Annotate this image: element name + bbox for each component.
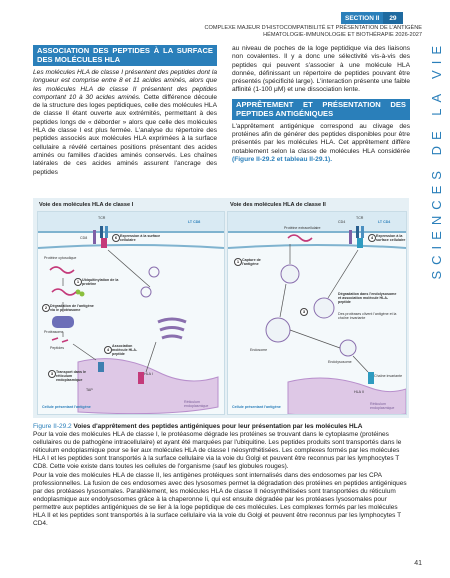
endolysosome-label: Endolysosome (328, 360, 352, 364)
re-label-1: Réticulum endoplasmique (184, 400, 209, 409)
class2-panel (227, 211, 407, 415)
step-3b-label: Des protéases clivent l'antigène et la chaîne invariante (338, 312, 397, 321)
step-3-label-2: Dégradation dans l'endolysosome et association molécule HLA-peptide (338, 292, 397, 305)
protein-cyto-label: Protéine cytosolique (44, 256, 77, 260)
step-4-badge-2: 4 (368, 234, 376, 242)
tcr-shape (100, 226, 103, 238)
caption-paragraph-2: Pour la voie des molécules HLA de classe II, les antigènes protéiques sont internalisés dans des endosomes par les CPA professionnelles. La fusion de ces endosomes avec des lysosomes permet la dégradation des protéines en peptides antigéniques par des protéases lysosomales. Parallèlement, les molécules HLA de classe II néosynthétisées sont transportées du réticulum endoplasmique aux endolysosomes grâce à la chaperonne Ii, qui est ensuite dégradée par les protéases lysosomales pour permettre aux peptides antigéniques de se lier à la loge peptidique de ces molécules. Les complexes formés par les molécules HLA II et les peptides sont transportés à la surface cellulaire via la voie du Golgi et peuvent être reconnus par les lymphocytes T CD4. (33, 471, 407, 528)
header-page-number: 29 (383, 12, 402, 24)
apc-label-2: Cellule présentant l'antigène (232, 405, 281, 409)
class1-title: Voie des molécules HLA de classe I (39, 202, 134, 208)
tap-shape (98, 362, 104, 372)
step-3-badge-2: 3 (300, 308, 308, 316)
step-3-label: Transport dans le réticulum endoplasmique (56, 370, 86, 383)
running-header-line2: HÉMATOLOGIE-IMMUNOLOGIE ET BIOTHÉRAPIE 2026-2027 (263, 32, 422, 38)
running-header (204, 25, 422, 39)
hla1-label: HLA I (144, 372, 153, 376)
step-2-label: Dégradation de l'antigène via le protéasome (50, 304, 94, 313)
class1-panel (37, 211, 225, 415)
step-4-label: Association molécule HLA-peptide (112, 344, 138, 357)
endolysosome-shape (340, 340, 356, 356)
proteasome-label: Protéasome (44, 330, 64, 334)
right-paragraph-2: L'apprêtement antigénique correspond au clivage des protéines afin de générer des peptides disponibles pour être présentés par les molécules HLA. Cet apprêtement diffère notablement selon la classe de molécules HLA considérée (232, 122, 410, 155)
section-label: SECTION II (345, 14, 380, 22)
step-1-badge-2: 1 (234, 258, 242, 266)
sidebar-label: SCIENCES DE LA VIE (429, 40, 444, 280)
protein-shape (50, 267, 74, 273)
cd4-shape (349, 230, 352, 244)
proteasome-shape (52, 316, 74, 328)
step-1-badge: 1 (74, 278, 82, 286)
step-2-badge: 2 (42, 304, 50, 312)
golgi-shape (158, 319, 186, 322)
section-title-association: ASSOCIATION DES PEPTIDES À LA SURFACE DES MOLÉCULES HLA (33, 45, 217, 66)
right-paragraph-1: au niveau de poches de la loge peptidique via des liaisons non covalentes. Il y a donc une sélectivité vis-à-vis des peptides qui peuvent s'associer à une molécule HLA donnée, définissant un répertoire de peptides pouvant être présentés (spécificité large). L'interaction présente une faible affinité (1-100 μM) et une dissociation lente. (232, 45, 410, 94)
step-1-label-2: Capture de l'antigène (242, 258, 261, 267)
protein-extra-label: Protéine extracellulaire (284, 226, 321, 230)
hla2-label: HLA II (354, 390, 364, 394)
figure-caption (33, 423, 411, 528)
re-label-2: Réticulum endoplasmique (370, 402, 395, 411)
step-6-badge: 6 (112, 234, 120, 242)
step-3-badge: 3 (48, 370, 56, 378)
cd8-label: CD8 (80, 236, 88, 240)
cd4-label: CD4 (338, 220, 346, 224)
section-tab (341, 12, 403, 24)
section-title-apprêtement: APPRÊTEMENT ET PRÉSENTATION DES PEPTIDES ANTIGÉNIQUES (232, 99, 410, 120)
step-6-label: Expression à la surface cellulaire (120, 234, 161, 243)
peptides-label: Peptides (50, 346, 64, 350)
caption-figure-number: Figure II-29.2 (33, 423, 74, 430)
tcr-label-2: TCR (356, 216, 364, 220)
class2-title: Voie des molécules HLA de classe II (230, 202, 326, 208)
invariant-chain-label: Chaîne invariante (374, 374, 403, 378)
hla1-surface-shape (101, 238, 107, 248)
page-number: 41 (414, 560, 422, 567)
body-paragraph: Cette différence découle de la structure des loges peptidiques, celle des molécules HLA de classe II étant ouverte aux extrémités, permettant à des peptides longs de « déborder » alors que celle des molécules HLA de classe I est plus fermée. L'analyse du répertoire des peptides associés aux molécules HLA exprimées à la surface cellulaire a révélé certaines positions présentant des acides aminés ou familles d'acides aminés conservés. Les chaînes latérales de ces acides aminés assurent l'ancrage des peptides (33, 93, 217, 176)
tap-label: TAP (86, 388, 93, 392)
lt-cd8-label: LT CD8 (188, 220, 201, 224)
tcr-label-1: TCR (98, 216, 106, 220)
apc-membrane (38, 245, 224, 248)
step-1-label: Ubiquitinylation de la protéine (82, 278, 119, 287)
intro-paragraph: Les molécules HLA de classe I présentent des peptides dont la longueur est comprise entre 8 et 11 acides aminés, alors que les molécules HLA de classe II présentent des peptides comportant 10 à 30 acides aminés. (33, 69, 217, 101)
apc-label-1: Cellule présentant l'antigène (42, 405, 91, 409)
running-header-line1: COMPLEXE MAJEUR D'HISTOCOMPATIBILITÉ ET PRÉSENTATION DE L'ANTIGÈNE (204, 25, 422, 31)
step-4-label-2: Expression à la surface cellulaire (376, 234, 406, 243)
caption-paragraph-1: Pour la voie des molécules HLA de classe I, le protéasome dégrade les protéines se trouvant dans le cytoplasme (protéines cellulaires ou de pathogène intracellulaire) et ayant été marquées par l'ubiquitine. Les peptides produits sont transportés dans le réticulum endoplasmique pour se lier aux molécules HLA de classe I néosynthétisées. Les complexes formés par les molécules HLA I et les peptides sont transportés à la surface cellulaire via la voie du Golgi et peuvent être reconnus par les lymphocytes T CD8. Cette voie existe dans toutes les cellules de l'organisme (sauf les globules rouges). (33, 431, 402, 471)
step-4-badge: 4 (104, 346, 112, 354)
endosome-label: Endosome (250, 348, 268, 352)
figure-reference-link[interactable]: (Figure II-29.2 et tableau II-29.1). (232, 155, 333, 163)
endosome-shape (266, 318, 290, 342)
figure-hla-pathways (33, 198, 409, 418)
cd8-shape (93, 230, 96, 244)
hla2-surface-shape (357, 238, 363, 248)
caption-title: Voies d'apprêtement des peptides antigéniques pour leur présentation par les molécules HLA (73, 423, 363, 430)
right-column (232, 45, 410, 164)
left-column (33, 45, 217, 177)
lt-cd4-label: LT CD4 (378, 220, 391, 224)
